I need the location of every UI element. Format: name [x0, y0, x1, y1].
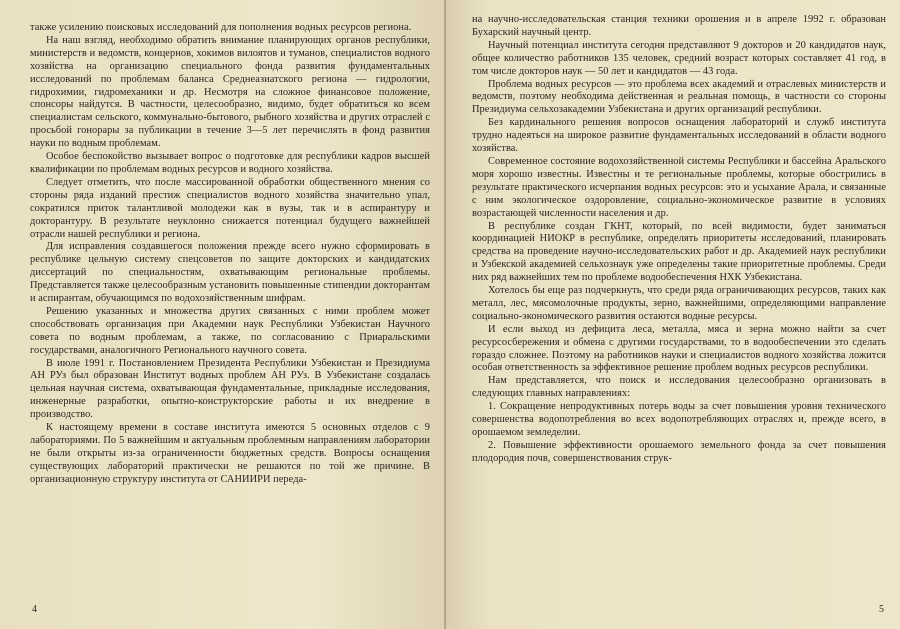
- paragraph: Современное состояние водохозяйственной системы Республики и бассейна Аральского моря хорошо известны. Известны и те региональные проблемы, которые обострились в результате практического исчерпания водных ресурсов: это и усыхание Арала, и связанные с ним экологическое оздоровление, социально-экономическое развитие в условиях возрастающей численности населения и др.: [472, 155, 886, 219]
- paragraph: В июле 1991 г. Постановлением Президента Республики Узбекистан и Президиума АН РУз был образован Институт водных проблем АН РУз. В Узбекистане создалась цельная научная система, охватывающая фундаментальные, прикладные исследования, инженерные разработки, опытно-конструкторские работы и их внедрение в производство.: [30, 357, 430, 421]
- paragraph: Без кардинального решения вопросов оснащения лабораторий и служб института трудно надеяться на широкое развитие фундаментальных исследований в области водного хозяйства.: [472, 117, 886, 155]
- paragraph: Особое беспокойство вызывает вопрос о подготовке для республики кадров высшей квалификации по проблемам водных ресурсов и водного хозяйства.: [30, 151, 430, 175]
- list-item: 1. Сокращение непродуктивных потерь воды за счет повышения уровня технического совершенства водопотребления во всех водопотребляющих отраслях и, прежде всего, в орошаемом земледелии.: [472, 401, 886, 438]
- paragraph: К настоящему времени в составе института имеются 5 основных отделов с 9 лабораториями. По 5 важнейшим и актуальным проблемным направлениям лаборатории не были открыты из-за ограниченности бюджетных средств. Вопросы оснащения существующих лабораторий практически не решаются по той же причине. В организационную структуру института от САНИИРИ переда-: [30, 422, 430, 485]
- paragraph: на научно-исследовательская станция техники орошения и в апреле 1992 г. образован Бухарский научный центр.: [472, 14, 886, 38]
- paragraph: Хотелось бы еще раз подчеркнуть, что среди ряда ограничивающих ресурсов, таких как металл, лес, мясомолочные продукты, зерно, важнейшими, определяющими направление социально-экономического развития остаются водные ресурсы.: [472, 285, 886, 322]
- paragraph: Решению указанных и множества других связанных с ними проблем может способствовать организация при Академии наук Республики Узбекистан Научного совета по водным проблемам, а также, по согласованию с Приаральскими государствами, аналогичного Регионального научного совета.: [30, 305, 430, 356]
- paragraph: также усилению поисковых исследований для пополнения водных ресурсов региона.: [30, 22, 412, 33]
- page-number: 4: [32, 604, 37, 615]
- paragraph: Следует отметить, что после массированной обработки общественного мнения со стороны ряда изданий престиж специалистов водного хозяйства значительно упал, сократился приток талантливой молодежи как в вузы, так и в аспирантуру и докторантуру. В результате неуклонно снижается потенциал будущего важнейшей отрасли нашей республики и региона.: [30, 176, 430, 240]
- right-page: [446, 0, 900, 629]
- list-item: 2. Повышение эффективности орошаемого земельного фонда за счет повышения плодородия почв, совершенствования струк-: [472, 439, 886, 464]
- paragraph: Научный потенциал института сегодня представляют 9 докторов и 20 кандидатов наук, общее количество работников 135 человек, средний возраст которых составляет 41 год, в том числе докторов наук — 50 лет и кандидатов — 43 года.: [472, 39, 886, 77]
- paragraph: На наш взгляд, необходимо обратить внимание планирующих органов республики, министерств и ведомств, концернов, хокимов вилоятов и туманов, специалистов водного хозяйства на организацию специального фонда развития фундаментальных исследований по проблемам баланса Среднеазиатского региона — гидрологии, гидрохимии, гидромеханики и др. Несмотря на сложное финансовое положение, спонсоры найдутся. В частности, целесообразно, видимо, будет обратиться ко всем специалистам сельского, коммунально-бытового, рыбного хозяйства и других отраслей с просьбой гонорары за публикации в течение 3—5 лет перечислять в фонд развития науки по водным проблемам.: [30, 34, 430, 150]
- paragraph: И если выход из дефицита леса, металла, мяса и зерна можно найти за счет ресурсосбережения и обмена с другими государствами, то в водообеспечении это сделать гораздо сложнее. Поэтому на работников науки и специалистов водного хозяйства ложится особая ответственность за эффективное решение проблем водных ресурсов республики.: [472, 323, 886, 374]
- paragraph: Проблема водных ресурсов — это проблема всех академий и отраслевых министерств и ведомств, поэтому необходима действенная и реальная помощь, в частности со стороны Президиума сельхозакадемии Узбекистана и других организаций республики.: [472, 78, 886, 116]
- page-number: 5: [879, 604, 884, 615]
- left-page: [0, 0, 446, 629]
- paragraph: Для исправления создавшегося положения прежде всего нужно сформировать в республике цельную систему спецсоветов по защите докторских и кандидатских диссертаций по специальностям, охватывающим региональные проблемы. Представляется также целесообразным установить повышенные стипендии докторантам и аспирантам, обучающимся по водохозяйственным шифрам.: [30, 241, 430, 305]
- paragraph: Нам представляется, что поиск и исследования целесообразно организовать в следующих главных направлениях:: [472, 375, 886, 400]
- paragraph: В республике создан ГКНТ, который, по всей видимости, будет заниматься координацией НИОКР в республике, определять приоритеты исследований, планировать средства на проведение научно-исследовательских работ и др. Академией наук республики и Узбекской академией сельхознаук уже определены такие приоритетные проблемы. Среди них ряд важнейших тем по проблеме водообеспечения НХК Узбекистана.: [472, 220, 886, 284]
